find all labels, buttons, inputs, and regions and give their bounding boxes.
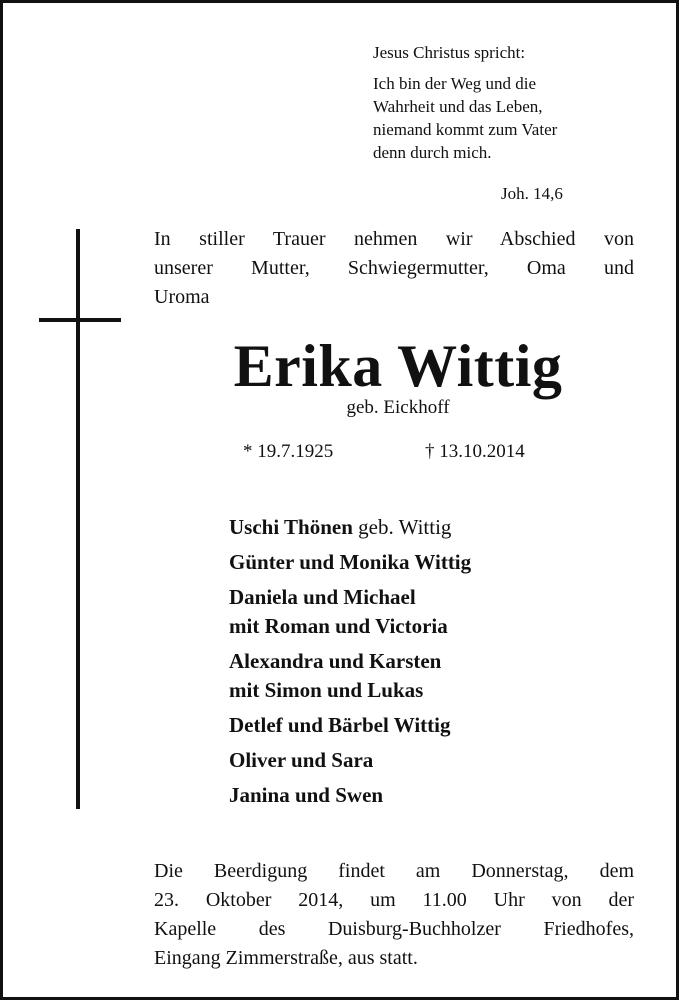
family-member-suffix: geb. Wittig xyxy=(358,515,452,539)
intro-line: Uroma xyxy=(154,286,210,308)
maiden-name: geb. Eickhoff xyxy=(346,397,450,418)
family-member: Günter und Monika Wittig xyxy=(229,550,472,574)
funeral-line: Eingang Zimmerstraße, aus statt. xyxy=(154,947,418,969)
verse-line: Ich bin der Weg und die xyxy=(373,74,537,93)
family-entry xyxy=(229,513,649,542)
bible-verse xyxy=(373,41,643,164)
family-entry xyxy=(229,711,649,740)
verse-line: niemand kommt zum Vater xyxy=(373,120,558,139)
cross-vertical-bar xyxy=(76,229,80,809)
family-member: mit Roman und Victoria xyxy=(229,614,448,638)
funeral-line: Kapelle des Duisburg-Buchholzer Friedhofes, xyxy=(154,918,634,940)
funeral-info xyxy=(154,857,634,973)
funeral-line: 23. Oktober 2014, um 11.00 Uhr von der xyxy=(154,889,634,911)
family-member: Alexandra und Karsten xyxy=(229,649,442,673)
funeral-line: Die Beerdigung findet am Donnerstag, dem xyxy=(154,860,634,882)
family-entry xyxy=(229,781,649,810)
verse-line: denn durch mich. xyxy=(373,143,492,162)
verse-line: Wahrheit und das Leben, xyxy=(373,97,543,116)
family-member: Uschi Thönen xyxy=(229,515,353,539)
birth-date: * 19.7.1925 xyxy=(243,441,334,462)
verse-reference: Joh. 14,6 xyxy=(501,184,563,203)
family-entry xyxy=(229,583,649,641)
family-member: mit Simon und Lukas xyxy=(229,678,424,702)
family-entry xyxy=(229,647,649,705)
family-member: Daniela und Michael xyxy=(229,585,416,609)
intro-line: In stiller Trauer nehmen wir Abschied von xyxy=(154,228,634,250)
cross-horizontal-bar xyxy=(39,318,121,322)
verse-intro: Jesus Christus spricht: xyxy=(373,43,526,62)
intro-line: unserer Mutter, Schwiegermutter, Oma und xyxy=(154,257,634,279)
family-entry xyxy=(229,746,649,775)
intro-text xyxy=(154,225,634,312)
deceased-name: Erika Wittig xyxy=(233,333,563,399)
death-date: † 13.10.2014 xyxy=(425,441,525,462)
family-list xyxy=(229,513,649,816)
family-member: Oliver und Sara xyxy=(229,748,374,772)
family-member: Janina und Swen xyxy=(229,783,384,807)
family-entry xyxy=(229,548,649,577)
family-member: Detlef und Bärbel Wittig xyxy=(229,713,451,737)
